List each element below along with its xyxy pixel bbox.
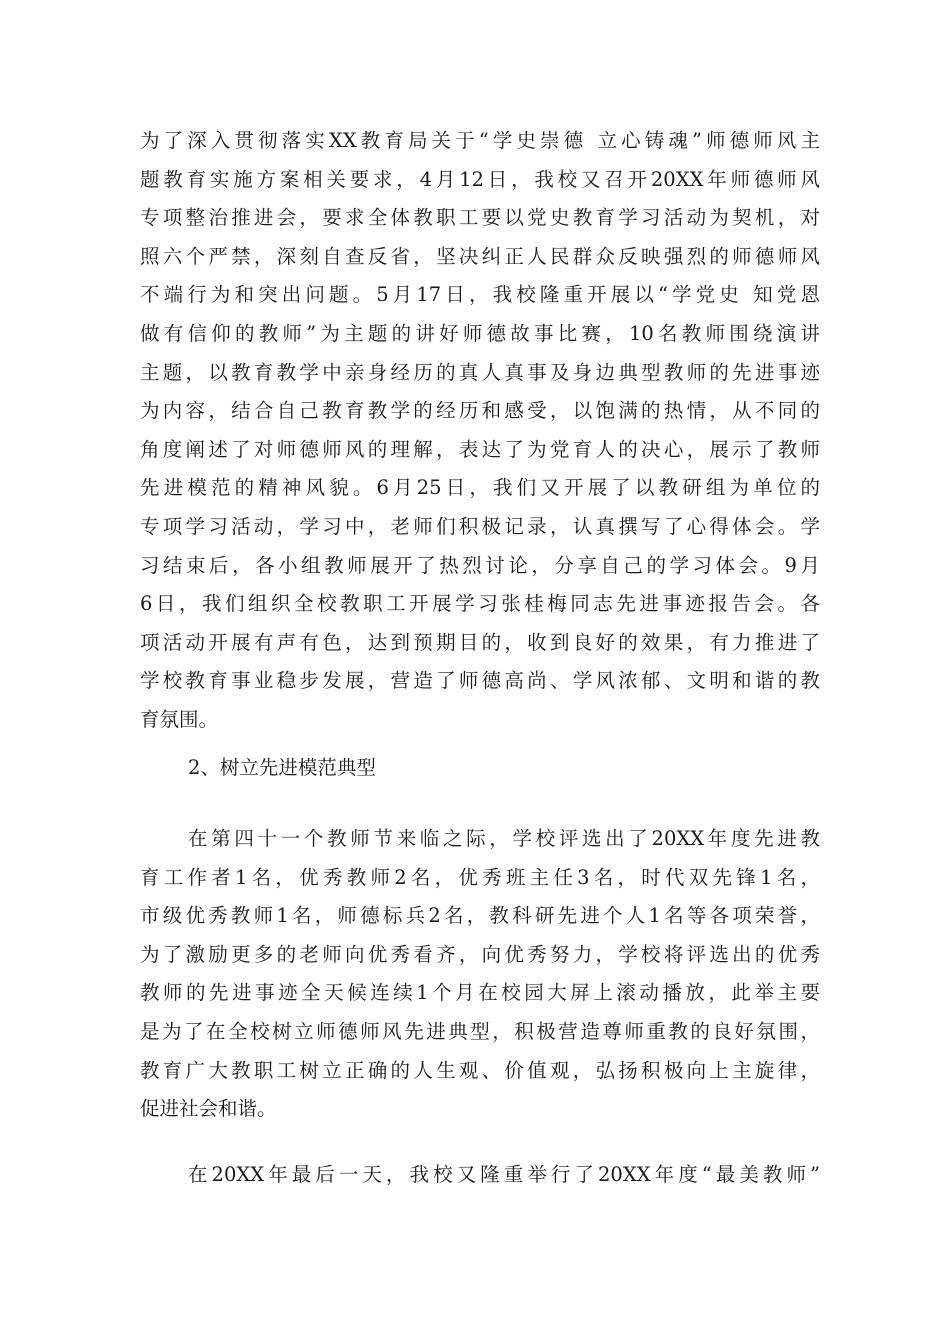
- text-line: 题教育实施方案相关要求，4月12日，我校又召开20XX年师德师风: [140, 167, 820, 191]
- text-line: 为内容，结合自己教育教学的经历和感受，以饱满的热情，从不同的: [140, 399, 820, 423]
- text-line: 角度阐述了对师德师风的理解，表达了为党育人的决心，展示了教师: [140, 437, 820, 461]
- text-line: 做有信仰的教师”为主题的讲好师德故事比赛，10名教师围绕演讲: [140, 321, 820, 345]
- text-line: 习结束后，各小组教师展开了热烈讨论，分享自己的学习体会。9月: [140, 553, 820, 577]
- text-line: 在20XX年最后一天，我校又隆重举行了20XX年度“最美教师”: [188, 1163, 820, 1186]
- text-line: 市级优秀教师1名，师德标兵2名，教科研先进个人1名等各项荣誉，: [140, 904, 820, 928]
- text-line: 教师的先进事迹全天候连续1个月在校园大屏上滚动播放，此举主要: [140, 981, 820, 1005]
- text-line: 专项整治推进会，要求全体教职工要以党史教育学习活动为契机，对: [140, 206, 820, 230]
- text-line: 专项学习活动，学习中，老师们积极记录，认真撰写了心得体会。学: [140, 514, 820, 538]
- text-line: 先进模范的精神风貌。6月25日，我们又开展了以教研组为单位的: [140, 476, 820, 500]
- text-line: 是为了在全校树立师德师风先进典型，积极营造尊师重教的良好氛围，: [140, 1019, 820, 1043]
- text-line: 项活动开展有声有色，达到预期目的，收到良好的效果，有力推进了: [140, 630, 820, 654]
- text-line: 促进社会和谐。: [140, 1097, 277, 1121]
- text-line: 教育广大教职工树立正确的人生观、价值观，弘扬积极向上主旋律，: [140, 1058, 820, 1082]
- text-line: 在第四十一个教师节来临之际，学校评选出了20XX年度先进教: [188, 827, 820, 850]
- text-line: 不端行为和突出问题。5月17日，我校隆重开展以“学党史 知党恩: [140, 283, 820, 307]
- text-line: 为了深入贯彻落实XX教育局关于“学史崇德 立心铸魂”师德师风主: [140, 129, 820, 152]
- text-line: 为了激励更多的老师向优秀看齐，向优秀努力，学校将评选出的优秀: [140, 942, 820, 966]
- text-line: 照六个严禁，深刻自查反省，坚决纠正人民群众反映强烈的师德师风: [140, 244, 820, 268]
- text-line: 育氛围。: [140, 707, 219, 731]
- paragraph-activities: [140, 122, 820, 740]
- text-line: 主题，以教育教学中亲身经历的真人真事及身边典型教师的先进事迹: [140, 360, 820, 384]
- heading-text: 2、树立先进模范典型: [188, 756, 376, 779]
- section-heading: [140, 749, 820, 788]
- paragraph-best-teacher: [140, 1156, 820, 1195]
- paragraph-models: [140, 820, 820, 1129]
- text-line: 育工作者1名，优秀教师2名，优秀班主任3名，时代双先锋1名，: [140, 865, 820, 889]
- text-line: 学校教育事业稳步发展，营造了师德高尚、学风浓郁、文明和谐的教: [140, 669, 820, 693]
- text-line: 6日，我们组织全校教职工开展学习张桂梅同志先进事迹报告会。各: [140, 592, 820, 616]
